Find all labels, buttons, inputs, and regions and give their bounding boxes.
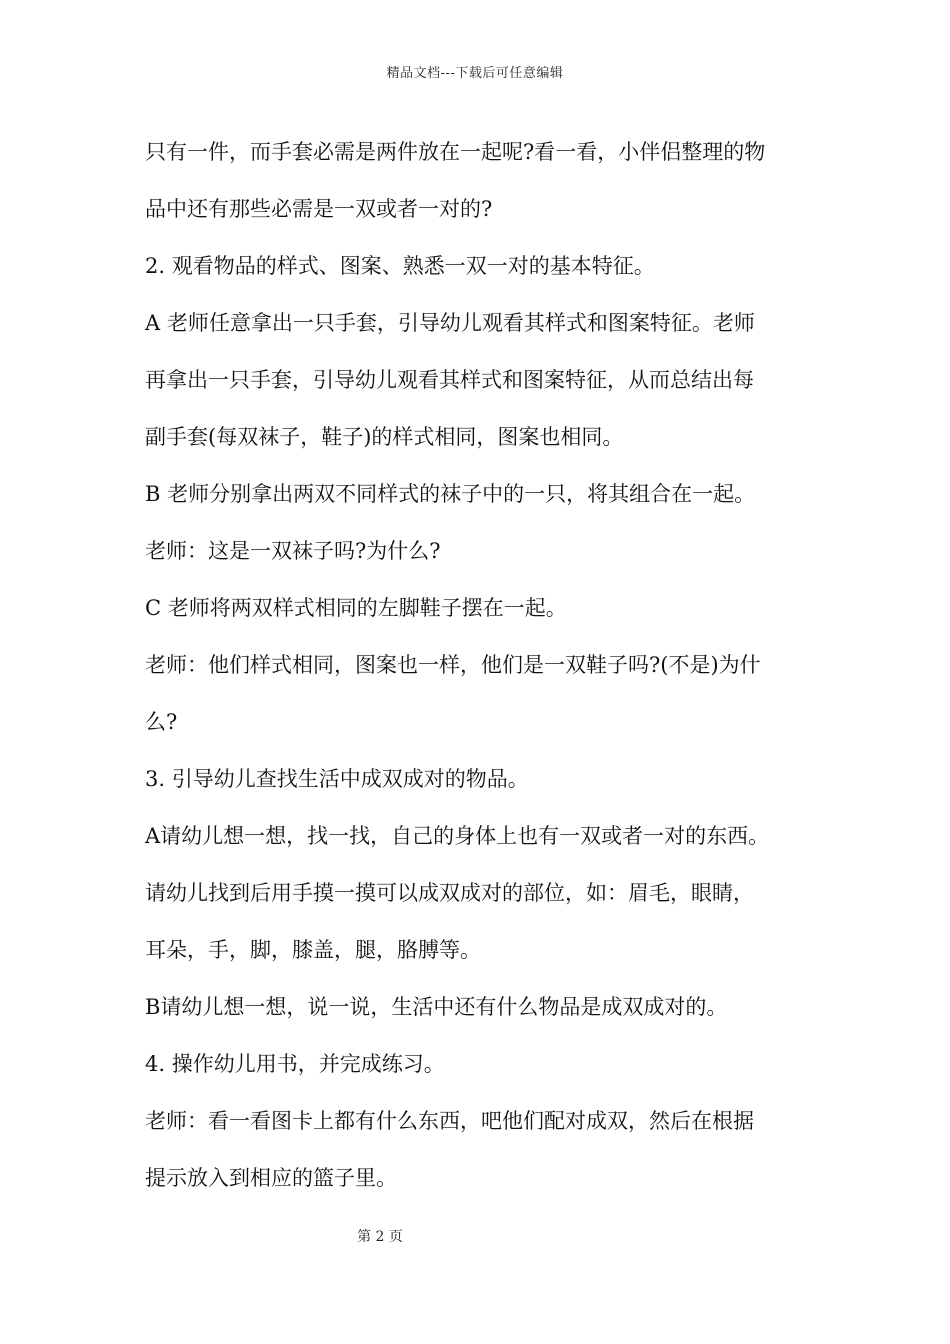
text-line: C 老师将两双样式相同的左脚鞋子摆在一起。	[145, 596, 567, 620]
text-line: B 老师分别拿出两双不同样式的袜子中的一只，将其组合在一起。	[145, 482, 756, 506]
text-line: A请幼儿想一想，找一找，自己的身体上也有一双或者一对的东西。	[145, 824, 770, 848]
text-line: 提示放入到相应的篮子里。	[145, 1166, 397, 1190]
text-line: 3. 引导幼儿查找生活中成双成对的物品。	[145, 767, 529, 791]
text-line: 2. 观看物品的样式、图案、熟悉一双一对的基本特征。	[145, 254, 655, 278]
text-line: A 老师任意拿出一只手套，引导幼儿观看其样式和图案特征。老师	[145, 311, 755, 335]
text-line: 品中还有那些必需是一双或者一对的?	[145, 197, 493, 221]
text-line: 老师：这是一双袜子吗?为什么?	[145, 539, 441, 563]
page-number: 第 2 页	[357, 1229, 403, 1245]
text-line: 老师：他们样式相同，图案也一样，他们是一双鞋子吗?(不是)为什	[145, 653, 761, 677]
text-line: 再拿出一只手套，引导幼儿观看其样式和图案特征，从而总结出每	[145, 368, 754, 392]
text-line: 副手套(每双袜子，鞋子)的样式相同，图案也相同。	[145, 425, 624, 449]
text-line: 4. 操作幼儿用书，并完成练习。	[145, 1052, 445, 1076]
text-line: B请幼儿想一想，说一说，生活中还有什么物品是成双成对的。	[145, 995, 728, 1019]
text-line: 么?	[145, 710, 178, 734]
page-header: 精品文档---下载后可任意编辑	[386, 66, 564, 81]
text-line: 耳朵，手，脚，膝盖，腿，胳膊等。	[145, 938, 481, 962]
text-line: 只有一件，而手套必需是两件放在一起呢?看一看，小伴侣整理的物	[145, 140, 766, 164]
text-line: 老师：看一看图卡上都有什么东西，吧他们配对成双，然后在根据	[145, 1109, 754, 1133]
document-body	[145, 128, 815, 1211]
text-line: 请幼儿找到后用手摸一摸可以成双成对的部位，如：眉毛，眼睛，	[145, 881, 754, 905]
